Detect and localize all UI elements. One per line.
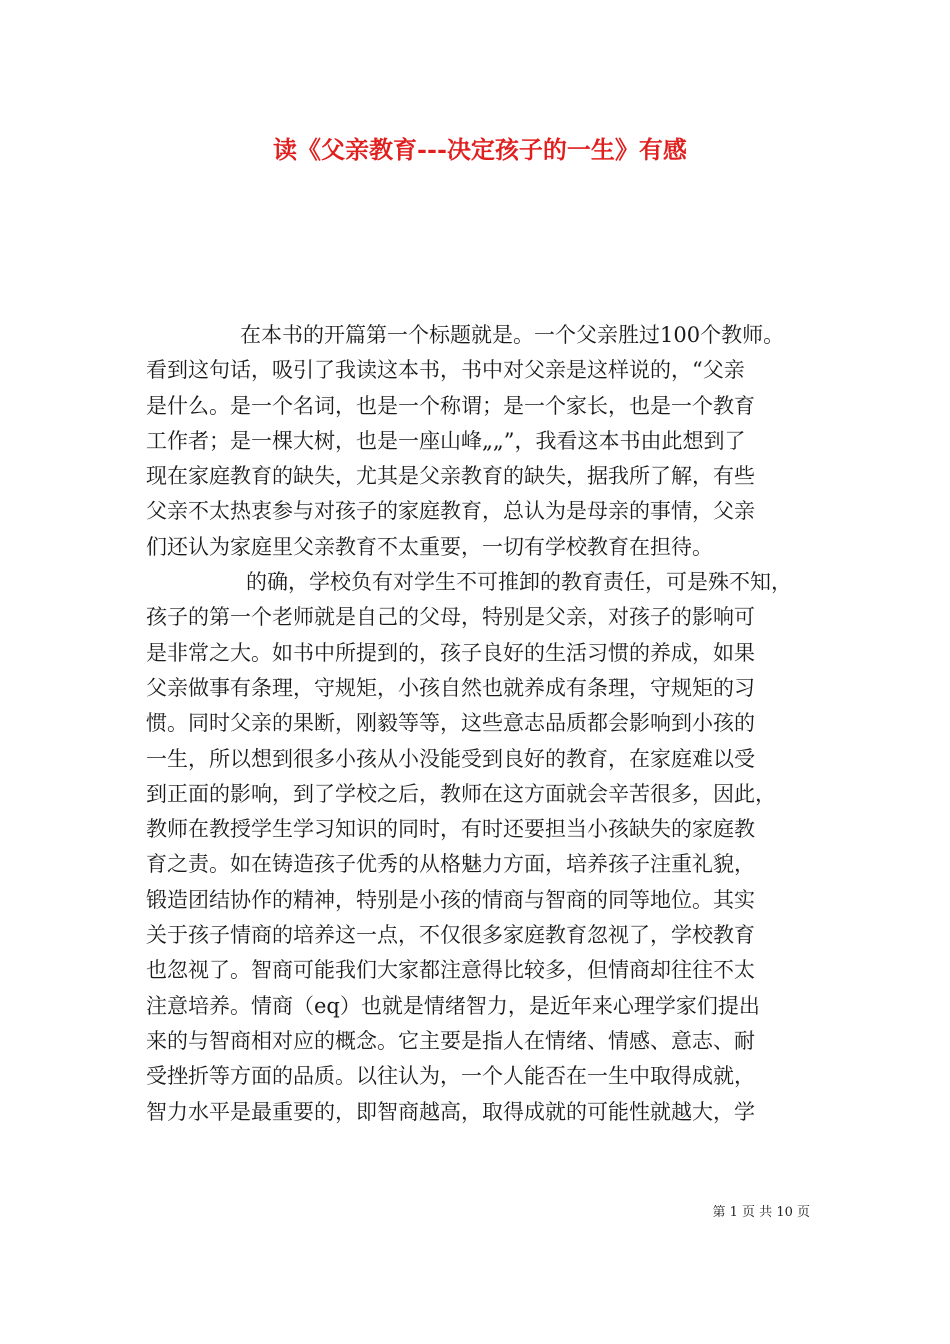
body-line: 也忽视了。智商可能我们大家都注意得比较多，但情商却往往不太: [146, 958, 755, 983]
body-line: 到正面的影响，到了学校之后，教师在这方面就会辛苦很多，因此，: [146, 781, 776, 806]
body-line: 看到这句话，吸引了我读这本书，书中对父亲是这样说的，“父亲: [146, 358, 745, 383]
body-line: 一生，所以想到很多小孩从小没能受到良好的教育，在家庭难以受: [146, 746, 755, 771]
body-line: 父亲做事有条理，守规矩，小孩自然也就养成有条理，守规矩的习: [146, 675, 755, 700]
body-line: 是什么。是一个名词，也是一个称谓；是一个家长，也是一个教育: [146, 393, 755, 418]
body-line: 锻造团结协作的精神，特别是小孩的情商与智商的同等地位。其实: [146, 887, 755, 912]
document-title: 读《父亲教育---决定孩子的一生》有感: [273, 135, 687, 164]
body-line: 的确，学校负有对学生不可推卸的教育责任，可是殊不知，: [246, 570, 792, 595]
body-line: 父亲不太热衷参与对孩子的家庭教育，总认为是母亲的事情，父亲: [146, 499, 755, 524]
body-line: 在本书的开篇第一个标题就是。一个父亲胜过100个教师。: [240, 323, 785, 347]
body-line: 来的与智商相对应的概念。它主要是指人在情绪、情感、意志、耐: [146, 1028, 755, 1053]
body-line: 惯。同时父亲的果断，刚毅等等，这些意志品质都会影响到小孩的: [146, 711, 755, 736]
body-line: 孩子的第一个老师就是自己的父母，特别是父亲，对孩子的影响可: [146, 605, 755, 630]
body-line: 工作者；是一棵大树，也是一座山峰„„”，我看这本书由此想到了: [146, 428, 746, 453]
body-line: 智力水平是最重要的，即智商越高，取得成就的可能性就越大，学: [146, 1099, 755, 1124]
body-line: 育之责。如在铸造孩子优秀的从格魅力方面，培养孩子注重礼貌，: [146, 852, 755, 877]
page-footer: 第 1 页 共 10 页: [712, 1205, 810, 1220]
body-line: 注意培养。情商（eq）也就是情绪智力，是近年来心理学家们提出: [146, 993, 760, 1018]
body-line: 们还认为家庭里父亲教育不太重要，一切有学校教育在担待。: [146, 534, 713, 559]
document-body: [146, 318, 814, 1130]
body-line: 现在家庭教育的缺失，尤其是父亲教育的缺失，据我所了解，有些: [146, 464, 755, 489]
body-line: 关于孩子情商的培养这一点，不仅很多家庭教育忽视了，学校教育: [146, 923, 755, 948]
body-line: 教师在教授学生学习知识的同时，有时还要担当小孩缺失的家庭教: [146, 817, 755, 842]
body-line: 受挫折等方面的品质。以往认为，一个人能否在一生中取得成就，: [146, 1064, 755, 1089]
body-line: 是非常之大。如书中所提到的，孩子良好的生活习惯的养成，如果: [146, 640, 755, 665]
